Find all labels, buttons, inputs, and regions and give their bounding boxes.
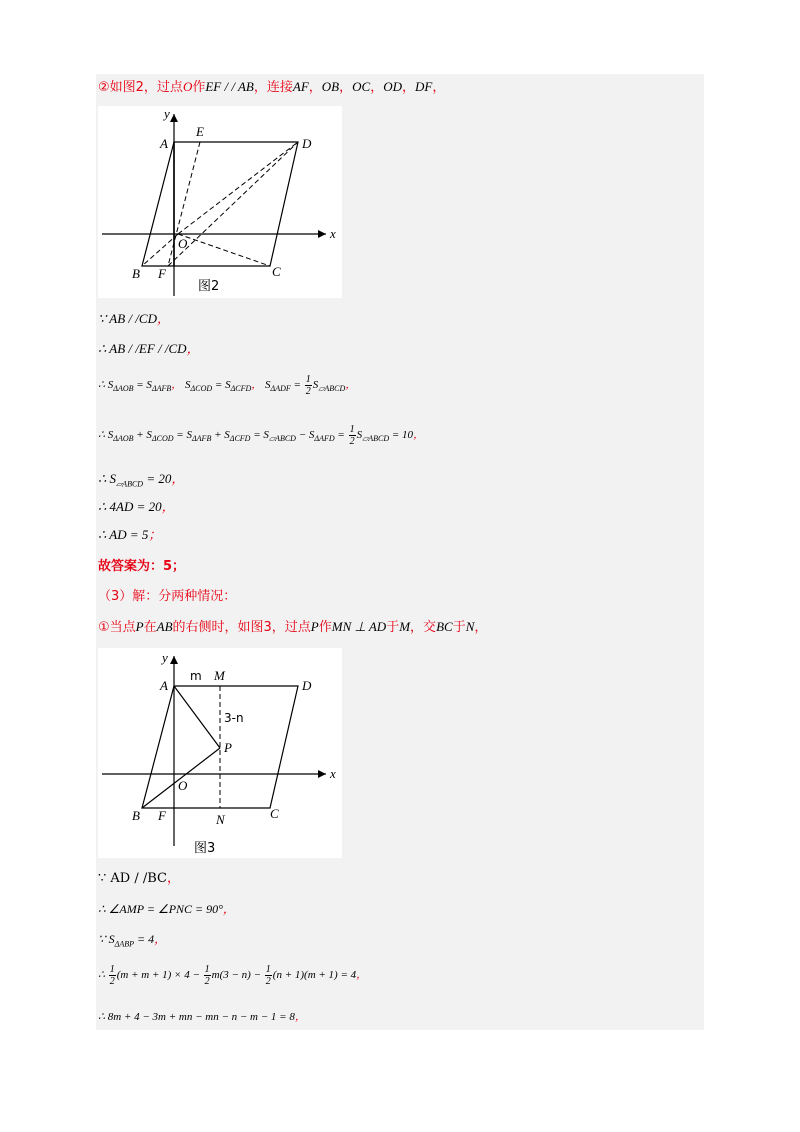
figure-2-caption: 图2	[198, 279, 220, 294]
term: S	[356, 429, 363, 442]
comma: ，	[156, 312, 170, 327]
label-m-point: M	[214, 668, 225, 683]
eq-text: ∴ AB / /EF / /CD	[98, 341, 187, 356]
subscript: ΔADF	[270, 384, 291, 394]
term: ∴ S	[98, 379, 114, 392]
subscript: ΔAFB	[191, 434, 212, 444]
intro-zuo: 作	[192, 80, 206, 95]
eq-area-sum	[98, 424, 424, 448]
eq-ad-parallel-bc	[98, 870, 180, 888]
subscript: ▱ABCD	[268, 434, 296, 444]
comma: ，	[339, 80, 353, 95]
term: ∴ S	[98, 429, 114, 442]
label-m-length: m	[190, 669, 202, 683]
label-f: F	[158, 266, 166, 281]
label-y: y	[164, 106, 170, 121]
eq-area-expression	[98, 960, 367, 990]
text: 在	[143, 620, 157, 635]
case-1-intro	[98, 618, 487, 637]
subscript: ΔCFD	[230, 384, 252, 394]
segment-bc: BC	[436, 619, 453, 634]
comma: ，	[356, 968, 368, 981]
term: − S	[295, 429, 315, 442]
eq-text: ∵ AD / /BC	[98, 871, 167, 886]
term: ∴ S	[98, 471, 117, 486]
term: = 4	[134, 932, 155, 946]
subscript: ΔAOB	[113, 434, 134, 444]
figure-3	[98, 648, 342, 858]
subscript: ΔAOB	[113, 384, 134, 394]
term: = S	[212, 379, 231, 392]
step-2-intro	[98, 78, 445, 97]
segment-ab: AB	[156, 619, 173, 634]
term: ∵ S	[98, 932, 115, 946]
comma: ，	[171, 378, 183, 392]
y-arrow	[170, 114, 178, 122]
term: = S	[173, 429, 192, 442]
subscript: ΔCOD	[190, 384, 213, 394]
part-3-heading: （3）解：分两种情况：	[98, 589, 237, 604]
label-x: x	[330, 766, 336, 781]
label-x: x	[330, 226, 336, 241]
point-m: M	[399, 619, 411, 634]
label-c: C	[270, 806, 279, 821]
subscript: ▱ABCD	[116, 479, 144, 489]
mn-perp-ad: MN ⊥ AD	[331, 619, 387, 634]
term: = 10	[389, 429, 414, 442]
term: (m + m + 1) × 4 −	[116, 969, 203, 981]
segment-oc	[178, 234, 270, 266]
term: m(3 − n) −	[211, 969, 264, 981]
term: + S	[211, 429, 230, 442]
fraction	[109, 964, 116, 987]
comma: ，	[308, 80, 322, 95]
eq-ab-ef-cd	[98, 340, 200, 359]
label-o: O	[178, 236, 188, 251]
denominator: 2	[109, 975, 115, 987]
numerator: 1	[265, 963, 271, 975]
comma: ，	[370, 80, 384, 95]
figure-2-diagram	[98, 106, 342, 298]
label-a: A	[160, 678, 168, 693]
text: 于	[452, 620, 466, 635]
subscript: ΔAFD	[314, 434, 335, 444]
subscript: ΔAFB	[151, 384, 172, 394]
eq-right-angles	[98, 900, 235, 918]
comma: ，	[432, 80, 446, 95]
comma: ，	[171, 472, 185, 487]
eq-text: ∴ AD = 5	[98, 527, 149, 542]
point-p: P	[135, 619, 144, 634]
parallelogram-abcd	[142, 142, 298, 266]
denominator: 2	[349, 436, 355, 447]
subscript: ΔABP	[114, 939, 134, 949]
comma: ，	[474, 620, 488, 635]
comma: ，	[345, 378, 357, 392]
subscript: ▱ABCD	[318, 384, 346, 394]
term: + S	[133, 429, 152, 442]
term: S	[312, 379, 319, 392]
eq-ad-5	[98, 526, 161, 545]
figure-3-diagram	[98, 648, 342, 858]
text: ，交	[410, 620, 437, 635]
eq-area-abp	[98, 930, 166, 953]
denominator: 2	[265, 975, 271, 987]
label-e: E	[196, 124, 204, 139]
term: = S	[133, 379, 152, 392]
fraction	[204, 964, 211, 987]
comma: ，	[186, 342, 200, 357]
subscript: ▱ABCD	[362, 434, 390, 444]
comma: ，	[166, 871, 180, 886]
label-d: D	[302, 136, 312, 151]
denominator: 2	[305, 386, 311, 397]
term: =	[334, 429, 348, 442]
eq-text: ∴ 8m + 4 − 3m + mn − mn − n − m − 1 = 8	[98, 1011, 295, 1023]
comma: ，	[251, 378, 263, 392]
fraction	[305, 374, 312, 397]
numerator: 1	[204, 963, 210, 975]
intro-text: ②如图2，过点	[98, 80, 183, 95]
segment-oc: OC	[352, 79, 371, 94]
text: 的右侧时，如图3，过点	[172, 620, 311, 635]
comma: ，	[161, 500, 175, 515]
subscript: ΔCFD	[229, 434, 251, 444]
label-p: P	[224, 740, 232, 755]
label-3-minus-n: 3-n	[224, 711, 244, 725]
comma: ，	[413, 428, 425, 442]
eq-area-equalities	[98, 374, 356, 398]
numerator: 1	[349, 424, 355, 435]
therefore-symbol: ∴	[98, 969, 105, 981]
subscript: ΔCOD	[151, 434, 174, 444]
segment-ob: OB	[321, 79, 340, 94]
segment-df: DF	[415, 79, 433, 94]
term: S	[185, 379, 191, 392]
segment-df	[168, 142, 298, 266]
comma: ，	[154, 932, 167, 946]
segment-ef-ab: EF / / AB	[205, 79, 254, 94]
label-y: y	[162, 650, 168, 665]
eq-text: ∴ ∠AMP = ∠PNC = 90°	[98, 902, 223, 916]
eq-ab-parallel-cd	[98, 310, 170, 329]
comma: ，	[222, 902, 235, 916]
numerator: 1	[109, 963, 115, 975]
semicolon: ；	[148, 528, 162, 543]
comma: ，	[294, 1010, 306, 1023]
x-arrow	[318, 230, 326, 238]
intro-lianjie: ，连接	[253, 80, 293, 95]
point-n: N	[465, 619, 475, 634]
label-b: B	[132, 266, 140, 281]
label-f: F	[158, 808, 166, 823]
eq-4ad-20	[98, 498, 175, 517]
y-arrow	[170, 656, 178, 664]
text: 作	[318, 620, 332, 635]
term: (n + 1)(m + 1) = 4	[272, 969, 357, 981]
x-arrow	[318, 770, 326, 778]
fraction	[349, 424, 356, 447]
text: 于	[386, 620, 400, 635]
term: = 20	[143, 471, 172, 486]
label-o: O	[178, 778, 188, 793]
numerator: 1	[305, 374, 311, 385]
point-p: P	[310, 619, 319, 634]
comma: ，	[402, 80, 416, 95]
figure-3-caption: 图3	[194, 841, 216, 856]
label-b: B	[132, 808, 140, 823]
answer-line: 故答案为：5；	[98, 559, 186, 574]
eq-text: ∴ 4AD = 20	[98, 499, 162, 514]
label-d: D	[302, 678, 312, 693]
segment-ap	[174, 686, 220, 748]
segment-od: OD	[383, 79, 402, 94]
eq-area-20	[98, 470, 184, 494]
denominator: 2	[204, 975, 210, 987]
point-o: O	[182, 79, 193, 94]
solution-area	[96, 74, 704, 1030]
label-a: A	[160, 136, 168, 151]
segment-ob	[142, 234, 178, 266]
label-c: C	[272, 264, 281, 279]
figure-2	[98, 106, 342, 298]
text: ①当点	[98, 620, 136, 635]
segment-af: AF	[292, 79, 309, 94]
eq-text: ∵ AB / /CD	[98, 311, 157, 326]
label-n: N	[216, 812, 225, 827]
term: = S	[250, 429, 269, 442]
eq-expanded	[98, 1008, 306, 1026]
fraction	[265, 964, 272, 987]
term: S	[265, 379, 271, 392]
term: =	[290, 379, 304, 392]
